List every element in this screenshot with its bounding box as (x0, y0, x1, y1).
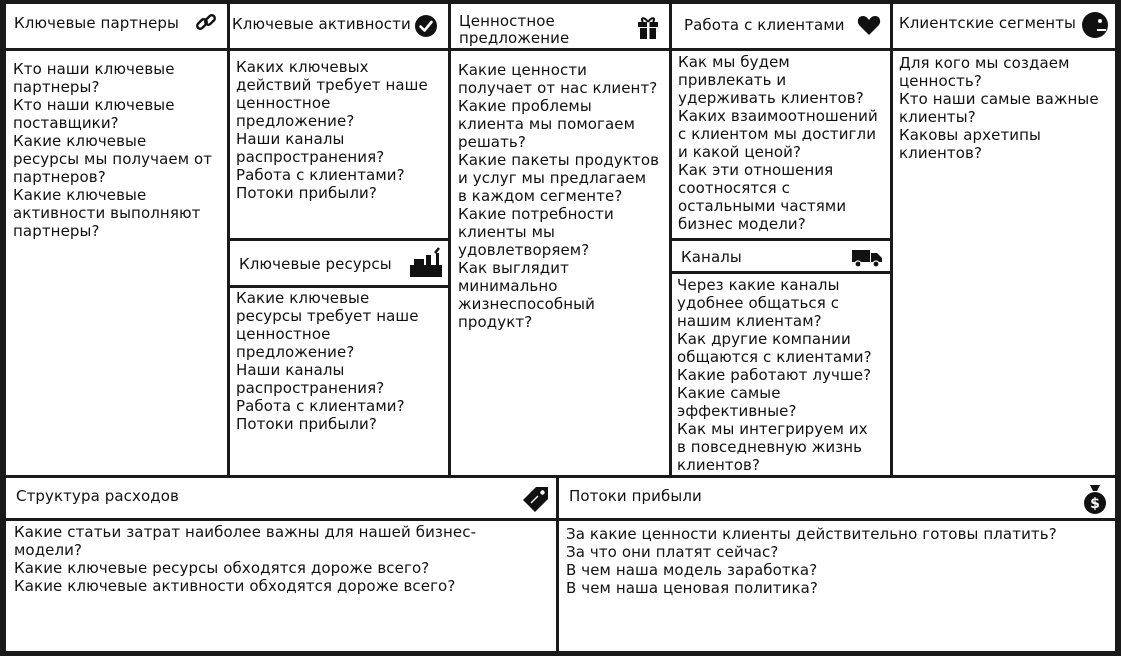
check-circle-icon (414, 14, 438, 38)
link-icon (194, 11, 218, 35)
partners-body (6, 51, 227, 475)
customer-face-icon (1080, 10, 1110, 40)
value-text: Какие ценности получает от нас клиент? Какие проблемы клиента мы помогаем решать? Какие пакеты продуктов и услуг мы предлагаем в каждом сегменте? Какие потребности клиенты мы удовлетворяем? Как выглядит минимально жизнеспособный продукт? (458, 61, 660, 331)
segments-text: Для кого мы создаем ценность? Кто наши самые важные клиенты? Каковы архетипы клиентов? (899, 54, 1099, 162)
revenue-text: За какие ценности клиенты действительно готовы платить? За что они платят сейчас? В чем наша модель заработка? В чем наша ценовая политика? (566, 525, 1057, 597)
resources-text: Какие ключевые ресурсы требует наше ценностное предложение? Наши каналы распространения? Работа с клиентами? Потоки прибыли? (236, 289, 419, 433)
relationships-header (672, 4, 890, 48)
resources-title: Ключевые ресурсы (239, 255, 392, 273)
truck-icon (851, 248, 883, 268)
relationships-title: Работа с клиентами (684, 16, 845, 34)
costs-body (6, 521, 556, 651)
channels-header (672, 241, 890, 271)
segments-title: Клиентские сегменты (899, 14, 1076, 32)
costs-header (6, 478, 556, 518)
gift-icon (637, 14, 659, 40)
partners-text: Кто наши ключевые партнеры? Кто наши ключевые поставщики? Какие ключевые ресурсы мы получаем от партнеров? Какие ключевые активности выполняют партнеры? (13, 60, 213, 240)
channels-body (672, 274, 890, 475)
partners-header (6, 4, 227, 48)
resources-header (230, 241, 448, 285)
value-title: Ценностное предложение (459, 12, 570, 47)
partners-title: Ключевые партнеры (14, 14, 179, 32)
factory-icon (408, 247, 444, 279)
value-body (451, 51, 669, 475)
costs-title: Структура расходов (16, 487, 179, 505)
money-bag-icon (1082, 483, 1108, 515)
revenue-header (559, 478, 1115, 518)
price-tag-icon (522, 485, 550, 513)
channels-title: Каналы (681, 248, 742, 266)
activities-header (230, 4, 448, 48)
activities-title: Ключевые активности (232, 15, 411, 33)
relationships-text: Как мы будем привлекать и удерживать клиентов? Каких взаимоотношений с клиентом мы достигли и какой ценой? Как эти отношения соотносятся с остальными частями бизнес модели? (678, 53, 878, 233)
segments-header (893, 4, 1115, 48)
segments-body (893, 51, 1115, 475)
channels-text: Через какие каналы удобнее общаться с нашим клиентам? Как другие компании общаются с клиентами? Какие работают лучше? Какие самые эффективные? Как мы интегрируем их в повседневную жизнь клиентов? (677, 276, 872, 474)
revenue-title: Потоки прибыли (569, 487, 702, 505)
resources-body (230, 288, 448, 475)
svg-text:$: $ (1090, 496, 1100, 512)
revenue-body (559, 521, 1115, 651)
relationships-body (672, 51, 890, 238)
heart-icon (857, 14, 881, 36)
costs-text: Какие статьи затрат наиболее важны для нашей бизнес- модели? Какие ключевые ресурсы обходятся дороже всего? Какие ключевые активности обходятся дороже всего? (14, 523, 477, 595)
activities-text: Каких ключевых действий требует наше ценностное предложение? Наши каналы распространения? Работа с клиентами? Потоки прибыли? (236, 58, 428, 202)
activities-body (230, 51, 448, 238)
value-header (451, 4, 669, 48)
